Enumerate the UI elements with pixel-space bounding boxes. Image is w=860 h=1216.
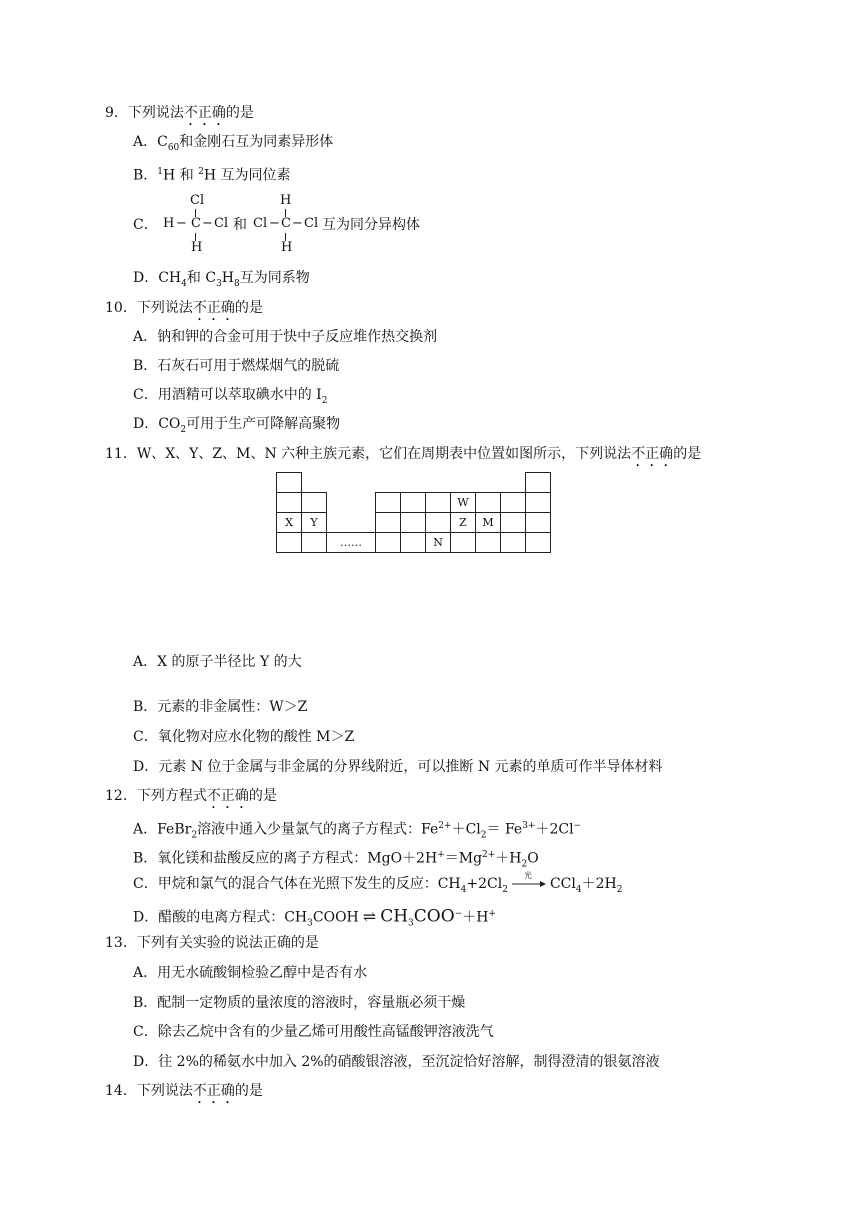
q14-stem: 14．下列说法不正确的是 — [105, 1083, 263, 1099]
struct2-bottom-atom: H — [281, 240, 293, 255]
q12-stem: 12．下列方程式不正确的是 — [105, 788, 277, 804]
cell-ellipsis: …… — [327, 533, 376, 553]
q13-stem: 13．下列有关实验的说法正确的是 — [105, 935, 319, 951]
struct2-right-atom: Cl — [304, 216, 319, 231]
q13-option-d: D．往 2%的稀氨水中加入 2%的硝酸银溶液，至沉淀恰好溶解，制得澄清的银氨溶液 — [133, 1054, 660, 1070]
q11-option-d: D．元素 N 位于金属与非金属的分界线附近，可以推断 N 元素的单质可作半导体材料 — [133, 759, 663, 775]
q12-option-d: D．醋酸的电离方程式：$CH_3COOH$ ⇌ $CH_3COO^-+H^+$ — [133, 906, 496, 929]
struct1-right-atom: Cl — [214, 216, 229, 231]
q10-option-c: C．用酒精可以萃取碘水中的 $I_2$ — [133, 387, 328, 406]
q13-option-a: A．用无水硫酸铜检验乙醇中是否有水 — [133, 965, 368, 981]
q11-stem: 11．W、X、Y、Z、M、N 六种主族元素，它们在周期表中位置如图所示，下列说法不正确的是 — [105, 446, 702, 462]
cell-w: W — [451, 493, 476, 513]
q11-option-c: C．氧化物对应水化物的酸性 M＞Z — [133, 729, 355, 745]
q10-option-d: D．$CO_2$可用于生产可降解高聚物 — [133, 416, 341, 435]
cell-y: Y — [302, 513, 327, 533]
q11-option-a: A．X 的原子半径比 Y 的大 — [133, 654, 302, 670]
q10-option-b: B．石灰石可用于燃煤烟气的脱硫 — [133, 358, 340, 374]
q9-stem: 9．下列说法不正确的是 — [105, 105, 254, 121]
q9-option-c-and: 和 — [233, 217, 247, 233]
structure-chcl2-2: H Cl − C − Cl H — [253, 193, 319, 255]
q9-option-c-rest: 互为同分异构体 — [322, 217, 420, 233]
q9-option-d: D．$CH_4$和 $C_3H_8$互为同系物 — [133, 270, 310, 289]
q10-stem: 10．下列说法不正确的是 — [105, 300, 263, 316]
light-reaction-arrow — [512, 871, 546, 894]
q9-option-c-label: C． — [133, 217, 158, 233]
struct2-top-atom: H — [280, 193, 292, 208]
cell-x: X — [277, 513, 302, 533]
q12-option-a: A．FeBr$_2$溶液中通入少量氯气的离子方程式：$Fe^{2+}+Cl_2= Fe^{3+}+2Cl^-$ — [133, 821, 582, 841]
q9-option-a: A．$C_{60}$和金刚石互为同素异形体 — [133, 134, 334, 153]
struct2-left-atom: Cl — [253, 216, 268, 231]
q10-option-a: A．钠和钾的合金可用于快中子反应堆作热交换剂 — [133, 329, 438, 345]
q11-option-b: B．元素的非金属性：W＞Z — [133, 699, 308, 715]
cell-z: Z — [451, 513, 476, 533]
periodic-table-fragment — [276, 472, 551, 553]
cell-n: N — [426, 533, 451, 553]
q13-option-b: B．配制一定物质的量浓度的溶液时，容量瓶必须干燥 — [133, 995, 466, 1011]
cell-m: M — [476, 513, 501, 533]
structure-chcl2-1: Cl H − C − Cl H — [163, 193, 229, 255]
struct1-left-atom: H — [163, 216, 175, 231]
struct1-center-atom: C — [191, 216, 201, 231]
struct1-bottom-atom: H — [191, 240, 203, 255]
q12-option-b: B．氧化镁和盐酸反应的离子方程式：$MgO+2H^+=Mg^{2+}+H_2O$ — [133, 850, 539, 870]
arrow-condition-label: 光 — [523, 871, 532, 880]
equilibrium-arrow: ⇌ — [362, 906, 377, 926]
q13-option-c: C．除去乙烷中含有的少量乙烯可用酸性高锰酸钾溶液洗气 — [133, 1024, 494, 1040]
struct1-top-atom: Cl — [190, 193, 205, 208]
q12-option-c: C．甲烷和氯气的混合气体在光照下发生的反应：$CH_4+2Cl_2$ 光 $CCl_4+2H_2$ — [133, 874, 622, 900]
q9-option-b: B．$^1$H 和 $^2$H 互为同位素 — [133, 167, 291, 184]
struct2-center-atom: C — [281, 216, 291, 231]
